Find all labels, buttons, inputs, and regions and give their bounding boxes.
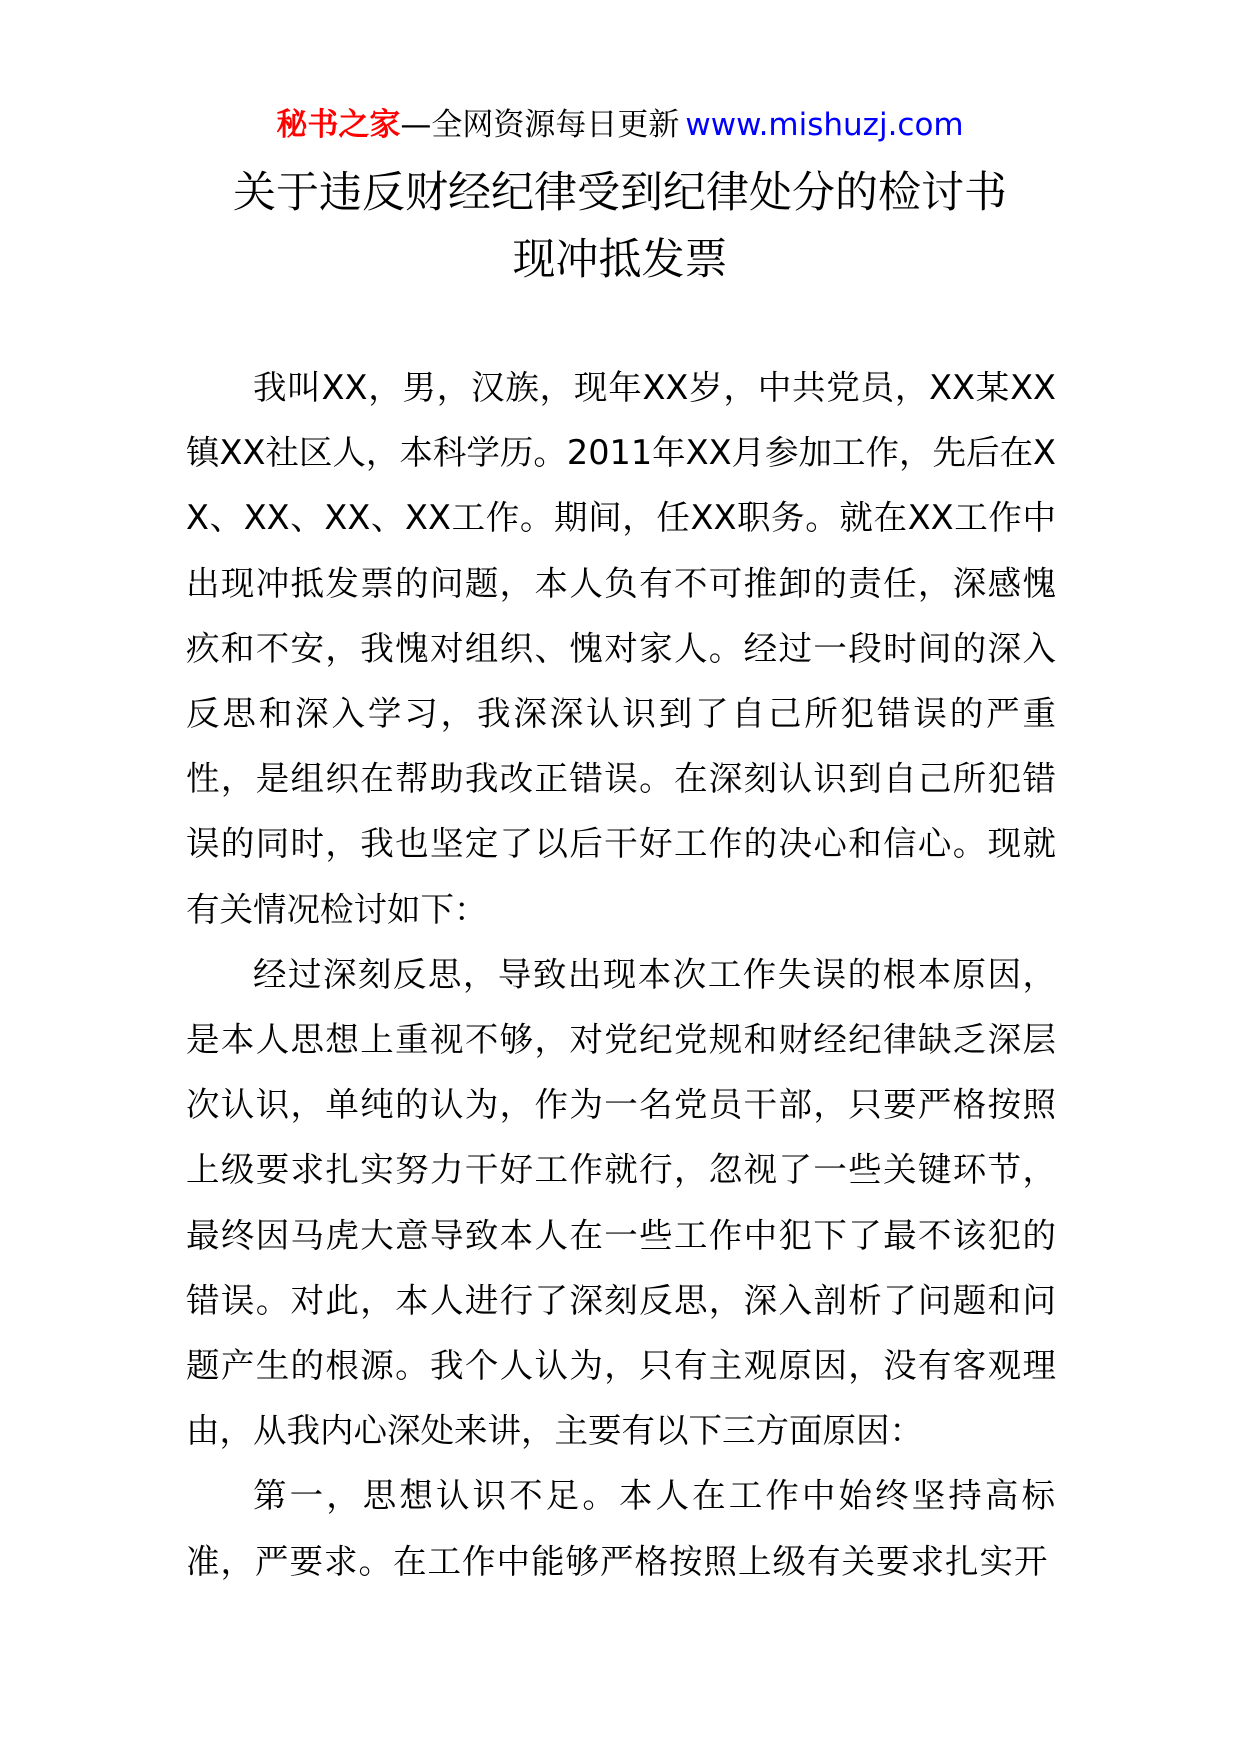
document-body bbox=[186, 355, 1056, 1594]
banner-slogan: —全网资源每日更新 bbox=[400, 107, 680, 143]
document-subtitle: 现冲抵发票 bbox=[512, 235, 728, 285]
paragraph-first-reason: 第一，思想认识不足。本人在工作中始终坚持高标准，严要求。在工作中能够严格按照上级有关要求扎实开 bbox=[186, 1476, 1056, 1581]
paragraph-intro: 我叫XX，男，汉族，现年XX岁，中共党员，XX某XX镇XX社区人，本科学历。2011年XX月参加工作，先后在XX、XX、XX、XX工作。期间，任XX职务。就在XX工作中出现冲抵发票的问题，本人负有不可推卸的责任，深感愧疚和不安，我愧对组织、愧对家人。经过一段时间的深入反思和深入学习，我深深认识到了自己所犯错误的严重性，是组织在帮助我改正错误。在深刻认识到自己所犯错误的同时，我也坚定了以后干好工作的决心和信心。现就有关情况检讨如下： bbox=[186, 368, 1057, 929]
document-title: 关于违反财经纪律受到纪律处分的检讨书 bbox=[233, 168, 1007, 218]
paragraph-reflection: 经过深刻反思，导致出现本次工作失误的根本原因，是本人思想上重视不够，对党纪党规和财经纪律缺乏深层次认识，单纯的认为，作为一名党员干部，只要严格按照上级要求扎实努力干好工作就行，忽视了一些关键环节，最终因马虎大意导致本人在一些工作中犯下了最不该犯的错误。对此，本人进行了深刻反思，深入剖析了问题和问题产生的根源。我个人认为，只有主观原因，没有客观理由，从我内心深处来讲，主要有以下三方面原因： bbox=[186, 954, 1056, 1451]
brand-name: 秘书之家 bbox=[276, 107, 401, 143]
site-url-link[interactable]: www.mishuzj.com bbox=[685, 107, 964, 143]
site-banner bbox=[0, 100, 1240, 150]
